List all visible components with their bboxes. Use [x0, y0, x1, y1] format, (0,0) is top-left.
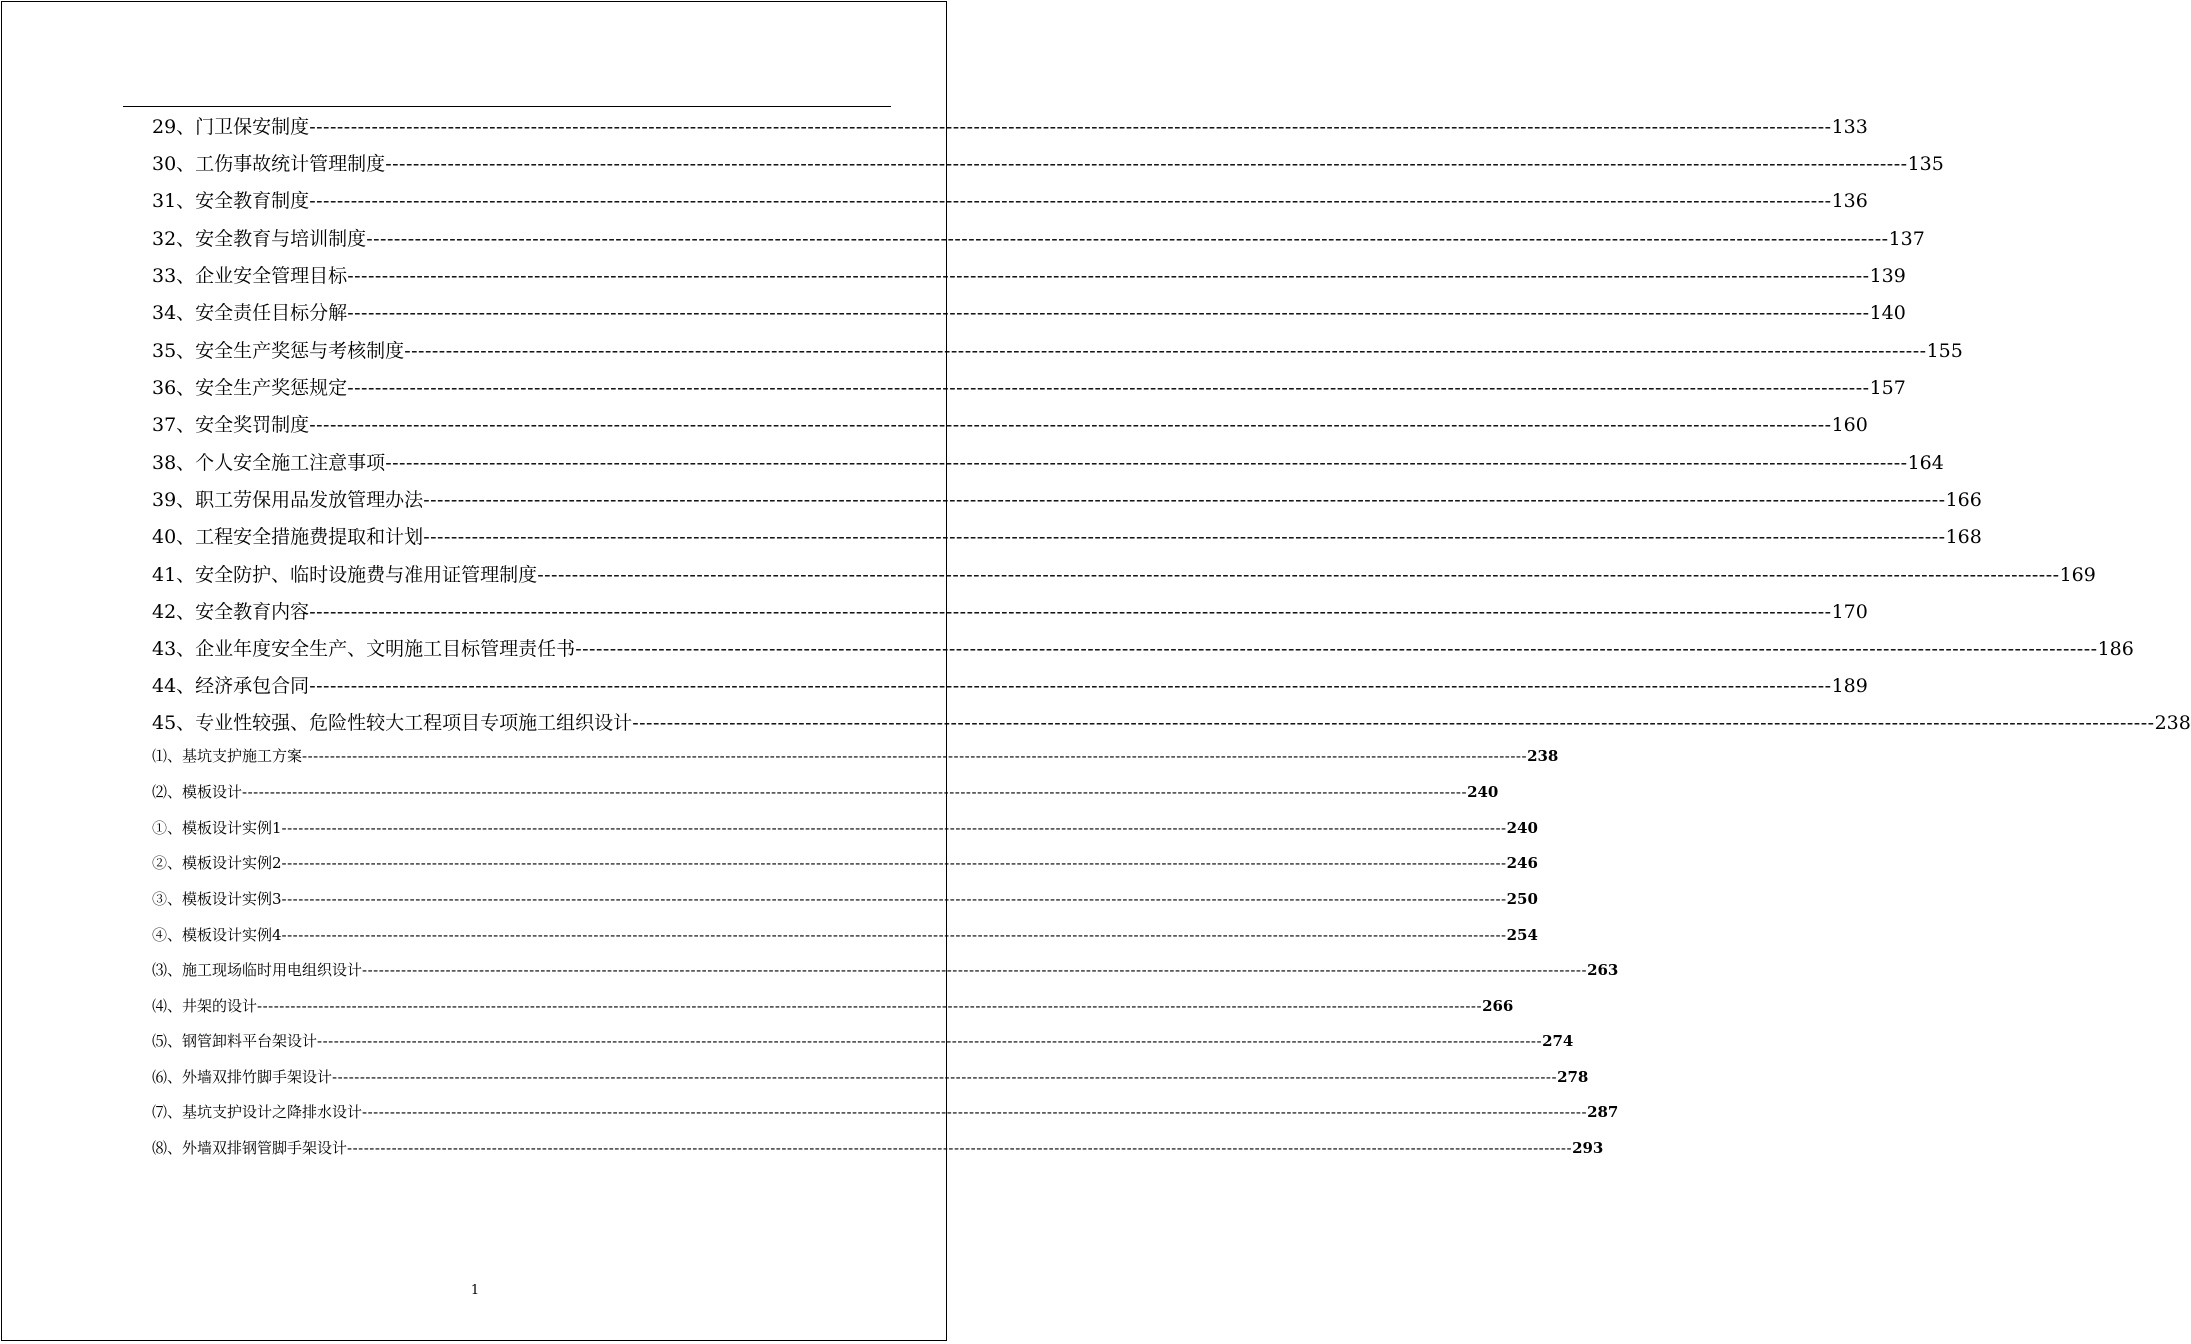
toc-entry-page-number: 287: [1587, 1103, 1619, 1121]
toc-entry-page-number: 136: [1831, 190, 1868, 212]
toc-entry-title: 43、企业年度安全生产、文明施工目标管理责任书: [152, 638, 576, 660]
toc-entry[interactable]: [152, 1101, 1619, 1123]
toc-leader-dashes: ----------------------------------------------------------------------------------------------------------------------------------------------------------------------------------------------------------------------------: [347, 377, 1870, 399]
toc-entry-title: ③、模板设计实例3: [152, 890, 282, 908]
toc-leader-dashes: ----------------------------------------------------------------------------------------------------------------------------------------------------------------------------------------------------------------------------: [537, 564, 2060, 586]
toc-entry[interactable]: [152, 1066, 1589, 1088]
toc-entry-title: 45、专业性较强、危险性较大工程项目专项施工组织设计: [152, 712, 633, 734]
toc-entry-page-number: 140: [1869, 302, 1906, 324]
toc-entry-page-number: 246: [1506, 854, 1538, 872]
toc-entry-page-number: 240: [1467, 783, 1499, 801]
toc-entry[interactable]: [152, 448, 1944, 476]
toc-leader-dashes: ----------------------------------------------------------------------------------------------------------------------------------------------------------------------------------------------------------------------------: [362, 1103, 1588, 1121]
toc-entry[interactable]: [152, 186, 1868, 214]
toc-entry-title: ⑶、施工现场临时用电组织设计: [152, 961, 363, 979]
toc-entry-title: 41、安全防护、临时设施费与准用证管理制度: [152, 564, 538, 586]
toc-leader-dashes: ----------------------------------------------------------------------------------------------------------------------------------------------------------------------------------------------------------------------------: [347, 302, 1870, 324]
toc-leader-dashes: ----------------------------------------------------------------------------------------------------------------------------------------------------------------------------------------------------------------------------: [404, 340, 1927, 362]
footer-page-number: 1: [470, 1283, 480, 1298]
toc-entry-page-number: 139: [1869, 265, 1906, 287]
toc-entry-title: ⑺、基坑支护设计之降排水设计: [152, 1103, 363, 1121]
toc-entry-page-number: 164: [1907, 452, 1944, 474]
toc-entry[interactable]: [152, 224, 1925, 252]
toc-leader-dashes: ----------------------------------------------------------------------------------------------------------------------------------------------------------------------------------------------------------------------------: [242, 783, 1468, 801]
toc-entry-title: ④、模板设计实例4: [152, 926, 282, 944]
toc-entry-page-number: 170: [1831, 601, 1868, 623]
toc-entry-title: ⑹、外墙双排竹脚手架设计: [152, 1068, 333, 1086]
toc-leader-dashes: ----------------------------------------------------------------------------------------------------------------------------------------------------------------------------------------------------------------------------: [362, 961, 1588, 979]
toc-entry-page-number: 238: [1527, 747, 1559, 765]
toc-entry[interactable]: [152, 298, 1906, 326]
toc-entry-title: 36、安全生产奖惩规定: [152, 377, 348, 399]
toc-leader-dashes: ----------------------------------------------------------------------------------------------------------------------------------------------------------------------------------------------------------------------------: [309, 675, 1832, 697]
toc-entry[interactable]: [152, 781, 1499, 803]
toc-entry[interactable]: [152, 261, 1906, 289]
toc-entry-page-number: 169: [2059, 564, 2096, 586]
toc-entry[interactable]: [152, 1030, 1574, 1052]
toc-entry-page-number: 238: [2154, 712, 2191, 734]
toc-entry-page-number: 133: [1831, 116, 1868, 138]
toc-leader-dashes: ----------------------------------------------------------------------------------------------------------------------------------------------------------------------------------------------------------------------------: [347, 265, 1870, 287]
toc-leader-dashes: ----------------------------------------------------------------------------------------------------------------------------------------------------------------------------------------------------------------------------: [302, 747, 1528, 765]
toc-entry-title: 32、安全教育与培训制度: [152, 228, 367, 250]
toc-entry[interactable]: [152, 149, 1944, 177]
toc-entry-page-number: 189: [1831, 675, 1868, 697]
toc-entry-title: 35、安全生产奖惩与考核制度: [152, 340, 405, 362]
toc-entry[interactable]: [152, 112, 1868, 140]
toc-leader-dashes: ----------------------------------------------------------------------------------------------------------------------------------------------------------------------------------------------------------------------------: [366, 228, 1889, 250]
toc-entry-page-number: 250: [1506, 890, 1538, 908]
toc-leader-dashes: ----------------------------------------------------------------------------------------------------------------------------------------------------------------------------------------------------------------------------: [347, 1139, 1573, 1157]
toc-entry[interactable]: [152, 485, 1982, 513]
toc-entry-page-number: 155: [1926, 340, 1963, 362]
toc-leader-dashes: ----------------------------------------------------------------------------------------------------------------------------------------------------------------------------------------------------------------------------: [309, 414, 1832, 436]
toc-entry-title: 29、门卫保安制度: [152, 116, 310, 138]
toc-leader-dashes: ----------------------------------------------------------------------------------------------------------------------------------------------------------------------------------------------------------------------------: [309, 190, 1832, 212]
toc-entry-title: 42、安全教育内容: [152, 601, 310, 623]
toc-leader-dashes: ----------------------------------------------------------------------------------------------------------------------------------------------------------------------------------------------------------------------------: [632, 712, 2155, 734]
toc-entry-title: ⑻、外墙双排钢管脚手架设计: [152, 1139, 348, 1157]
toc-entry-title: 40、工程安全措施费提取和计划: [152, 526, 424, 548]
toc-entry-page-number: 186: [2097, 638, 2134, 660]
toc-leader-dashes: ----------------------------------------------------------------------------------------------------------------------------------------------------------------------------------------------------------------------------: [257, 997, 1483, 1015]
toc-leader-dashes: ----------------------------------------------------------------------------------------------------------------------------------------------------------------------------------------------------------------------------: [281, 854, 1507, 872]
toc-entry[interactable]: [152, 817, 1538, 839]
toc-entry-title: 33、企业安全管理目标: [152, 265, 348, 287]
toc-leader-dashes: ----------------------------------------------------------------------------------------------------------------------------------------------------------------------------------------------------------------------------: [423, 489, 1946, 511]
toc-entry[interactable]: [152, 597, 1868, 625]
toc-entry-page-number: 254: [1506, 926, 1538, 944]
toc-entry-title: ⑷、井架的设计: [152, 997, 258, 1015]
toc-entry-page-number: 168: [1945, 526, 1982, 548]
toc-entry-title: 39、职工劳保用品发放管理办法: [152, 489, 424, 511]
toc-entry[interactable]: [152, 708, 2191, 736]
toc-entry-page-number: 293: [1572, 1139, 1604, 1157]
toc-entry-title: ①、模板设计实例1: [152, 819, 282, 837]
toc-entry-title: ⑸、钢管卸料平台架设计: [152, 1032, 318, 1050]
toc-entry-title: 34、安全责任目标分解: [152, 302, 348, 324]
toc-entry[interactable]: [152, 410, 1868, 438]
toc-entry-page-number: 266: [1482, 997, 1514, 1015]
toc-entry[interactable]: [152, 959, 1619, 981]
toc-entry-title: ⑵、模板设计: [152, 783, 243, 801]
toc-entry-page-number: 274: [1542, 1032, 1574, 1050]
toc-entry[interactable]: [152, 336, 1963, 364]
toc-leader-dashes: ----------------------------------------------------------------------------------------------------------------------------------------------------------------------------------------------------------------------------: [332, 1068, 1558, 1086]
toc-entry-page-number: 160: [1831, 414, 1868, 436]
toc-leader-dashes: ----------------------------------------------------------------------------------------------------------------------------------------------------------------------------------------------------------------------------: [385, 452, 1908, 474]
toc-entry[interactable]: [152, 522, 1982, 550]
toc-entry-page-number: 137: [1888, 228, 1925, 250]
toc-leader-dashes: ----------------------------------------------------------------------------------------------------------------------------------------------------------------------------------------------------------------------------: [309, 601, 1832, 623]
toc-entry[interactable]: [152, 924, 1538, 946]
toc-entry-title: 38、个人安全施工注意事项: [152, 452, 386, 474]
toc-entry-page-number: 263: [1587, 961, 1619, 979]
toc-entry[interactable]: [152, 373, 1906, 401]
toc-entry[interactable]: [152, 888, 1538, 910]
toc-leader-dashes: ----------------------------------------------------------------------------------------------------------------------------------------------------------------------------------------------------------------------------: [423, 526, 1946, 548]
toc-entry[interactable]: [152, 852, 1538, 874]
toc-entry-title: ②、模板设计实例2: [152, 854, 282, 872]
toc-entry-title: ⑴、基坑支护施工方案: [152, 747, 303, 765]
toc-leader-dashes: ----------------------------------------------------------------------------------------------------------------------------------------------------------------------------------------------------------------------------: [575, 638, 2098, 660]
toc-leader-dashes: ----------------------------------------------------------------------------------------------------------------------------------------------------------------------------------------------------------------------------: [281, 890, 1507, 908]
toc-entry[interactable]: [152, 634, 2134, 662]
toc-entry-title: 31、安全教育制度: [152, 190, 310, 212]
toc-entry-page-number: 240: [1506, 819, 1538, 837]
toc-leader-dashes: ----------------------------------------------------------------------------------------------------------------------------------------------------------------------------------------------------------------------------: [317, 1032, 1543, 1050]
toc-entry[interactable]: [152, 1137, 1604, 1159]
toc-leader-dashes: ----------------------------------------------------------------------------------------------------------------------------------------------------------------------------------------------------------------------------: [281, 926, 1507, 944]
toc-entry-page-number: 135: [1907, 153, 1944, 175]
toc-entry-page-number: 157: [1869, 377, 1906, 399]
toc-entry-title: 44、经济承包合同: [152, 675, 310, 697]
toc-entry[interactable]: [152, 671, 1868, 699]
toc-entry-page-number: 278: [1557, 1068, 1589, 1086]
toc-entry[interactable]: [152, 560, 2096, 588]
header-rule: [123, 106, 891, 107]
toc-entry-page-number: 166: [1945, 489, 1982, 511]
toc-leader-dashes: ----------------------------------------------------------------------------------------------------------------------------------------------------------------------------------------------------------------------------: [309, 116, 1832, 138]
toc-entry[interactable]: [152, 995, 1514, 1017]
toc-leader-dashes: ----------------------------------------------------------------------------------------------------------------------------------------------------------------------------------------------------------------------------: [281, 819, 1507, 837]
toc-entry-title: 37、安全奖罚制度: [152, 414, 310, 436]
toc-entry-title: 30、工伤事故统计管理制度: [152, 153, 386, 175]
toc-leader-dashes: ----------------------------------------------------------------------------------------------------------------------------------------------------------------------------------------------------------------------------: [385, 153, 1908, 175]
toc-entry[interactable]: [152, 745, 1559, 767]
